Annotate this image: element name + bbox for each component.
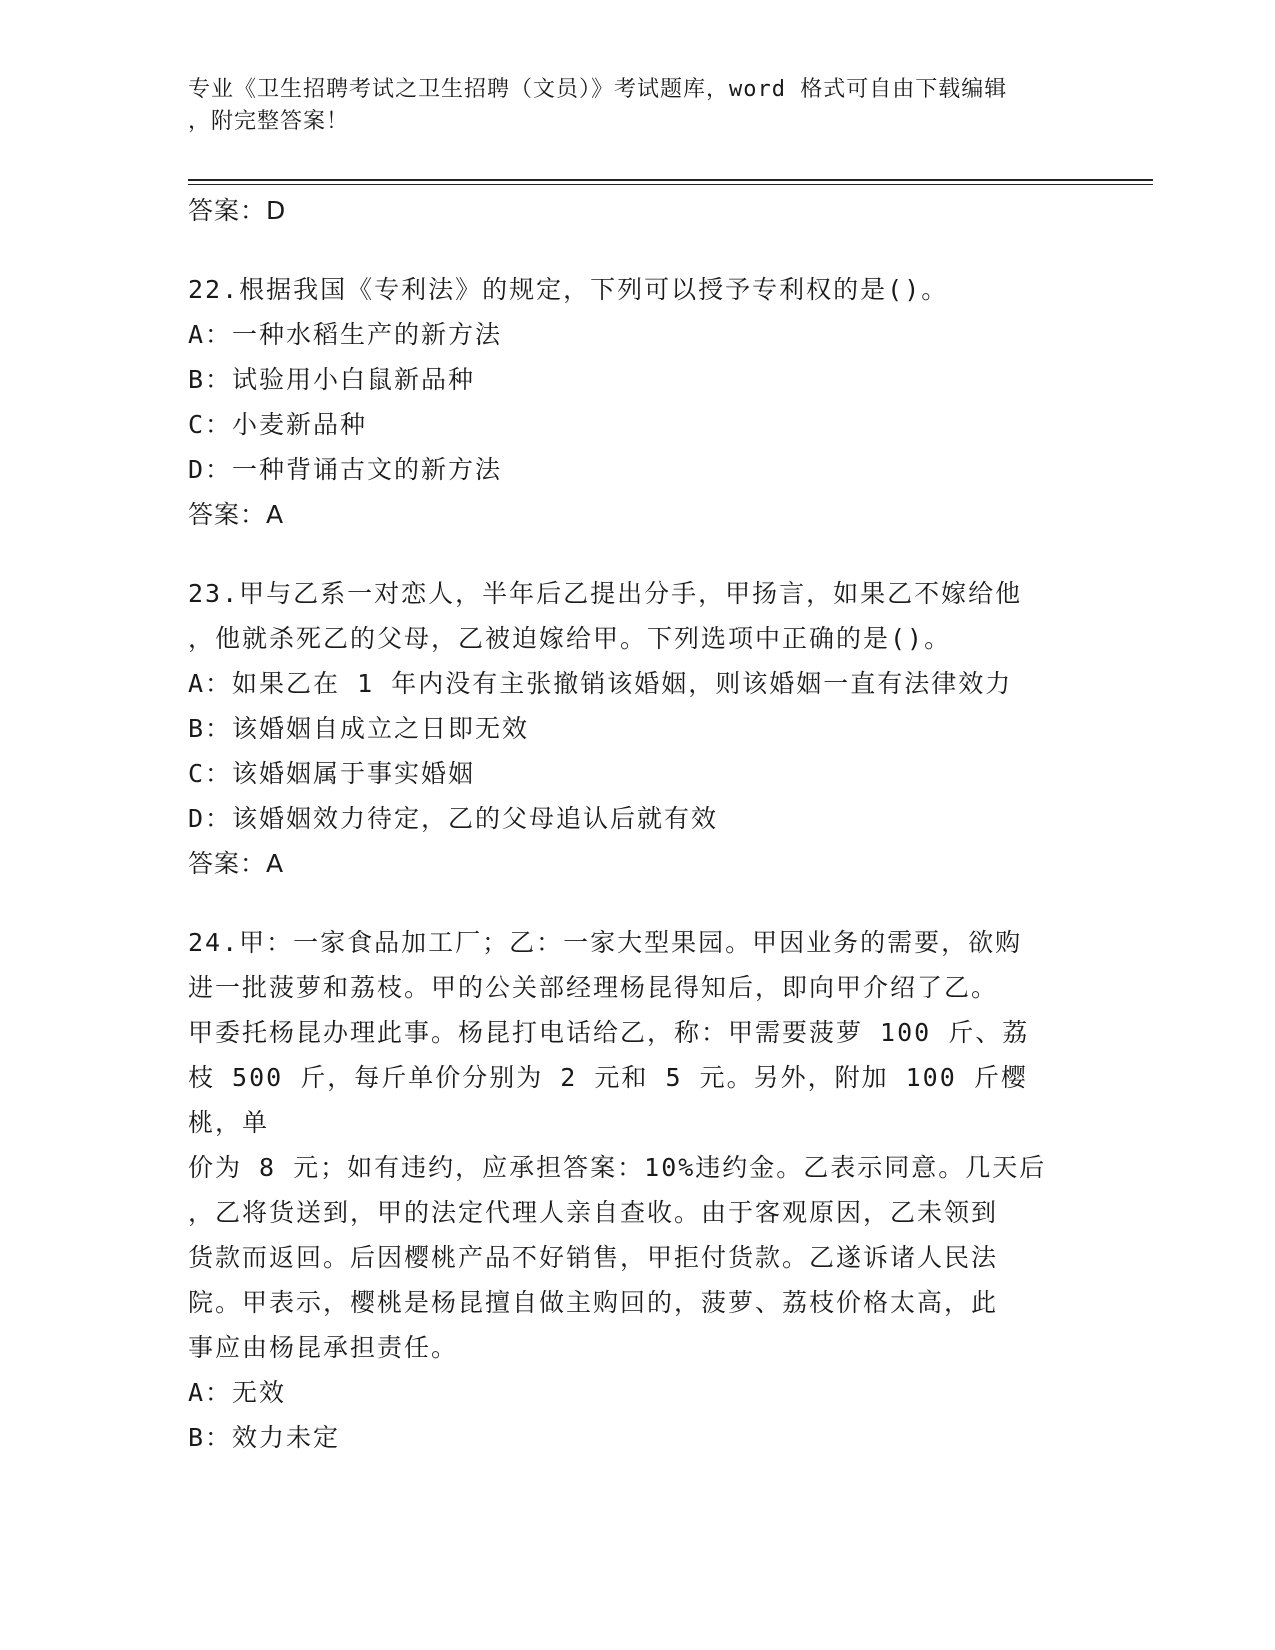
answer-line: 答案：D	[188, 196, 287, 225]
question-23	[188, 571, 1068, 887]
option-d: D：一种背诵古文的新方法	[188, 455, 503, 484]
question-text-line: ，他就杀死乙的父母，乙被迫嫁给甲。下列选项中正确的是()。	[188, 624, 952, 653]
header-line-2: ，附完整答案！	[188, 109, 350, 134]
option-c: C：小麦新品种	[188, 410, 368, 439]
option-d: D：该婚姻效力待定，乙的父母追认后就有效	[188, 804, 719, 833]
document-body	[188, 188, 1068, 1460]
option-b: B：该婚姻自成立之日即无效	[188, 714, 530, 743]
option-a: A：一种水稻生产的新方法	[188, 320, 503, 349]
header-divider-thick	[188, 179, 1153, 181]
question-text-line: 院。甲表示，樱桃是杨昆擅自做主购回的，菠萝、荔枝价格太高，此	[188, 1288, 999, 1317]
option-b: B：试验用小白鼠新品种	[188, 365, 476, 394]
question-text-line: 进一批菠萝和荔枝。甲的公关部经理杨昆得知后，即向甲介绍了乙。	[188, 973, 999, 1002]
question-24	[188, 920, 1068, 1460]
question-text-line: 事应由杨昆承担责任。	[188, 1333, 459, 1362]
option-c: C：该婚姻属于事实婚姻	[188, 759, 476, 788]
answer-line: 答案：A	[188, 849, 285, 878]
header-line-1: 专业《卫生招聘考试之卫生招聘（文员）》考试题库，word 格式可自由下载编辑	[188, 77, 1008, 102]
option-a: A：如果乙在 1 年内没有主张撤销该婚姻，则该婚姻一直有法律效力	[188, 669, 1013, 698]
question-text-line: 枝 500 斤，每斤单价分别为 2 元和 5 元。另外，附加 100 斤樱桃，单	[188, 1063, 1028, 1137]
question-22	[188, 267, 1068, 538]
question-text-line: 23.甲与乙系一对恋人，半年后乙提出分手，甲扬言，如果乙不嫁给他	[188, 579, 1023, 608]
answer-line: 答案：A	[188, 500, 285, 529]
option-b: B：效力未定	[188, 1423, 341, 1452]
header-divider-thin	[188, 184, 1153, 185]
question-text-line: 货款而返回。后因樱桃产品不好销售，甲拒付货款。乙遂诉诸人民法	[188, 1243, 999, 1272]
question-text: 22.根据我国《专利法》的规定，下列可以授予专利权的是()。	[188, 275, 949, 304]
document-header	[188, 74, 1068, 138]
question-text-line: 价为 8 元；如有违约，应承担答案：10%违约金。乙表示同意。几天后	[188, 1153, 1047, 1182]
question-text-line: ，乙将货送到，甲的法定代理人亲自查收。由于客观原因，乙未领到	[188, 1198, 999, 1227]
question-text-line: 24.甲：一家食品加工厂；乙：一家大型果园。甲因业务的需要，欲购	[188, 928, 1023, 957]
option-a: A：无效	[188, 1378, 287, 1407]
question-text-line: 甲委托杨昆办理此事。杨昆打电话给乙，称：甲需要菠萝 100 斤、荔	[188, 1018, 1030, 1047]
